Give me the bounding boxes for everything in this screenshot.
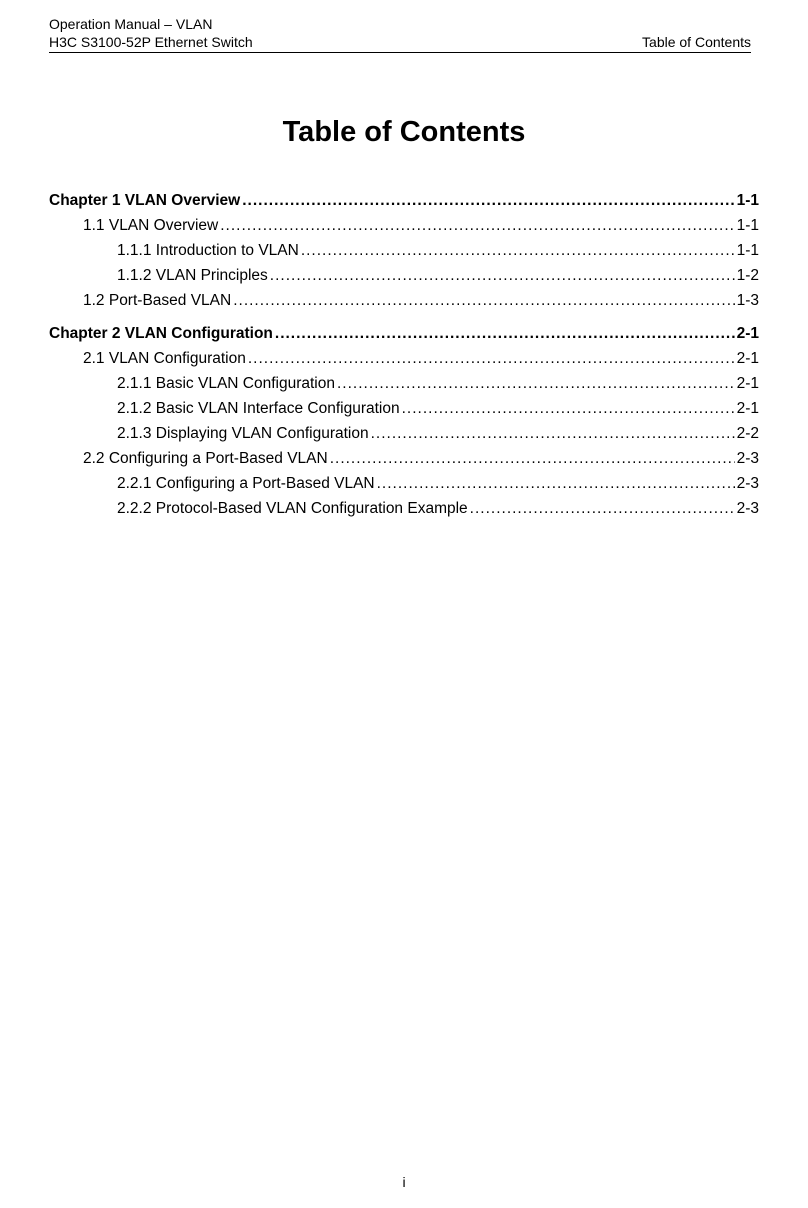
toc-chapter-link[interactable] (49, 188, 759, 213)
toc-section-link[interactable] (49, 371, 759, 396)
toc-section-link[interactable] (49, 421, 759, 446)
toc-page-number: 2-1 (736, 350, 759, 367)
toc-dot-leader (377, 471, 735, 496)
page-number: i (402, 1174, 406, 1190)
toc-page-number: 2-3 (736, 450, 759, 467)
toc-page-number: 2-1 (736, 375, 759, 392)
toc-dot-leader (402, 396, 735, 421)
toc-entry-title: Chapter 1 VLAN Overview (49, 192, 241, 209)
toc-section-link[interactable] (49, 263, 759, 288)
toc-entry-title: 2.1.3 Displaying VLAN Configuration (117, 425, 369, 442)
toc-entry-title: 1.1.1 Introduction to VLAN (117, 242, 299, 259)
header-line-1 (49, 15, 751, 33)
toc-page-number: 2-2 (736, 425, 759, 442)
toc-entry-title: 1.2 Port-Based VLAN (83, 292, 232, 309)
toc-section-link[interactable] (49, 446, 759, 471)
toc-chapter-link[interactable] (49, 321, 759, 346)
toc-entry-title: 2.1.1 Basic VLAN Configuration (117, 375, 335, 392)
toc-dot-leader (270, 263, 735, 288)
toc-section-link[interactable] (49, 213, 759, 238)
toc-entry-title: 2.1.2 Basic VLAN Interface Configuration (117, 400, 400, 417)
toc-dot-leader (371, 421, 735, 446)
toc-dot-leader (220, 213, 734, 238)
table-of-contents (49, 188, 759, 521)
toc-section-link[interactable] (49, 496, 759, 521)
toc-page-number: 1-2 (736, 267, 759, 284)
toc-section-link[interactable] (49, 471, 759, 496)
toc-section-link[interactable] (49, 346, 759, 371)
toc-entry-title: Chapter 2 VLAN Configuration (49, 325, 273, 342)
toc-section-link[interactable] (49, 238, 759, 263)
toc-dot-leader (330, 446, 735, 471)
toc-page-number: 2-1 (736, 325, 759, 342)
toc-section-link[interactable] (49, 288, 759, 313)
toc-page-number: 1-1 (736, 217, 759, 234)
toc-entry-title: 1.1.2 VLAN Principles (117, 267, 268, 284)
toc-dot-leader (301, 238, 735, 263)
toc-dot-leader (337, 371, 735, 396)
section-name: Table of Contents (642, 34, 751, 50)
toc-section-link[interactable] (49, 396, 759, 421)
product-name: H3C S3100-52P Ethernet Switch (49, 34, 253, 50)
toc-entry-title: 2.2.2 Protocol-Based VLAN Configuration Example (117, 500, 468, 517)
toc-dot-leader (470, 496, 735, 521)
toc-page-number: 1-1 (736, 192, 759, 209)
toc-page-number: 1-1 (736, 242, 759, 259)
toc-entry-title: 2.2 Configuring a Port-Based VLAN (83, 450, 328, 467)
toc-dot-leader (248, 346, 735, 371)
page-title: Table of Contents (282, 116, 526, 148)
toc-entry-title: 1.1 VLAN Overview (83, 217, 219, 234)
toc-page-number: 1-3 (736, 292, 759, 309)
toc-page-number: 2-3 (736, 500, 759, 517)
toc-dot-leader (275, 321, 735, 346)
header-line-2 (49, 33, 751, 51)
toc-dot-leader (233, 288, 734, 313)
toc-entry-title: 2.2.1 Configuring a Port-Based VLAN (117, 475, 375, 492)
toc-entry-title: 2.1 VLAN Configuration (83, 350, 246, 367)
toc-dot-leader (242, 188, 734, 213)
toc-page-number: 2-3 (736, 475, 759, 492)
manual-title: Operation Manual – VLAN (49, 16, 213, 32)
toc-page-number: 2-1 (736, 400, 759, 417)
page-header (49, 15, 751, 53)
